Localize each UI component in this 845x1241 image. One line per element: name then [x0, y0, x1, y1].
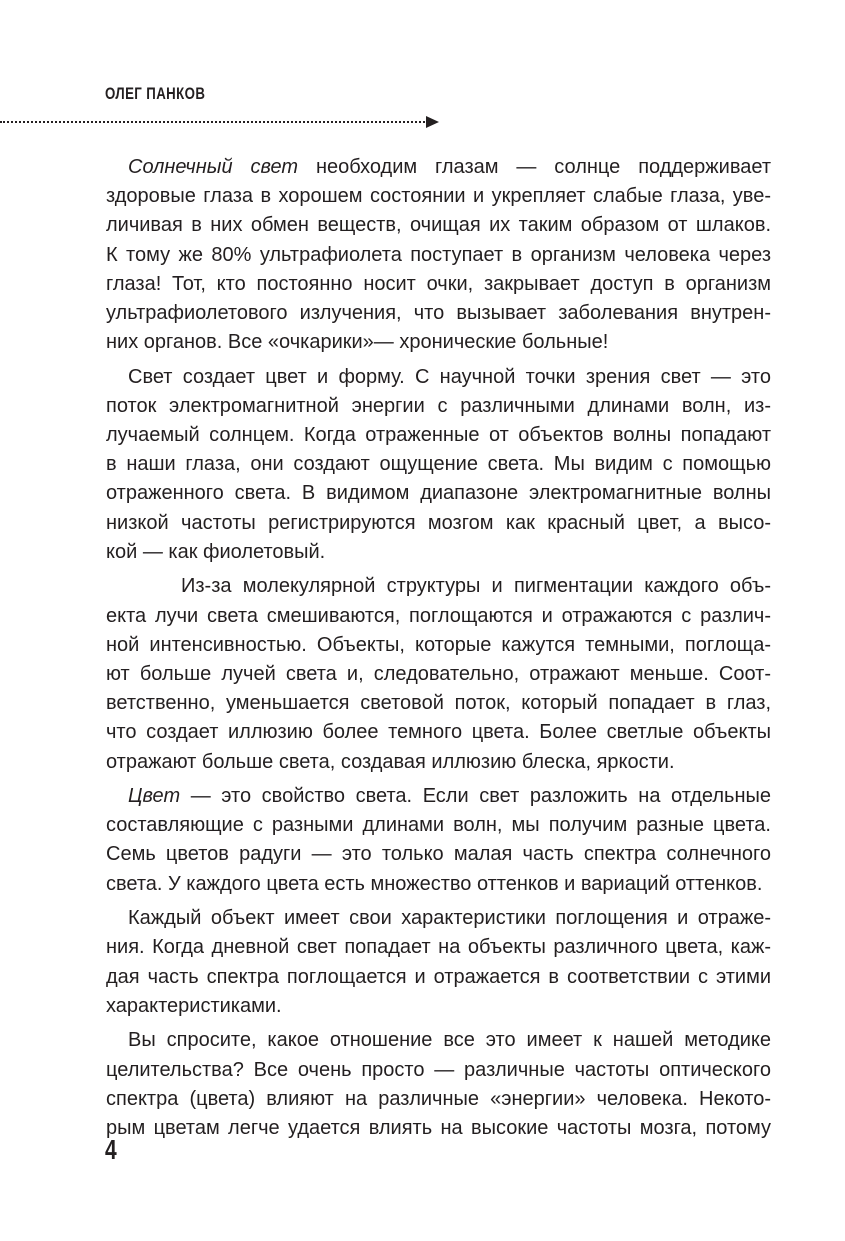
text-line: кой — как фиолетовый.: [106, 540, 326, 563]
text-line: дая часть спектра поглощается и отражается в соответствии с этими: [106, 965, 771, 988]
arrow-icon: [426, 116, 439, 128]
text-line: низкой частоты регистрируются мозгом как красный цвет, а высо-: [106, 511, 771, 534]
text-line: Солнечный свет необходим глазам — солнце поддерживает: [128, 156, 771, 178]
text-line: ют больше лучей света и, следовательно, отражают меньше. Соот-: [106, 662, 771, 685]
page-number: 4: [105, 1134, 117, 1165]
text-line: Свет создает цвет и форму. С научной точки зрения свет — это: [128, 365, 771, 388]
text-line: спектра (цвета) влияют на различные «энергии» человека. Некото-: [106, 1087, 771, 1110]
text-line: в наши глаза, они создают ощущение света. Мы видим с помощью: [106, 453, 771, 476]
text-line: глаза! Тот, кто постоянно носит очки, закрывает доступ в организм: [106, 272, 771, 295]
running-head: ОЛЕГ ПАНКОВ: [105, 84, 206, 103]
text-line: екта лучи света смешиваются, поглощаются и отражаются с различ-: [106, 604, 771, 627]
text-line: света. У каждого цвета есть множество оттенков и вариаций оттенков.: [106, 872, 763, 895]
text-line: лучаемый солнцем. Когда отраженные от объектов волны попадают: [106, 424, 771, 447]
body-text: [106, 153, 771, 1149]
text-line: Каждый объект имеет свои характеристики поглощения и отраже-: [128, 907, 771, 930]
paragraph: [106, 153, 771, 357]
text-line: целительства? Все очень просто — различные частоты оптического: [106, 1058, 771, 1081]
paragraph: [106, 904, 771, 1021]
emphasis: Цвет: [128, 785, 181, 808]
text-line: ультрафиолетового излучения, что вызывает заболевания внутрен-: [106, 301, 771, 324]
text-line: что создает иллюзию более темного цвета. Более светлые объекты: [106, 721, 771, 744]
paragraph: [106, 572, 771, 776]
text-line: рым цветам легче удается влиять на высокие частоты мозга, потому: [106, 1116, 771, 1139]
text-line: Вы спросите, какое отношение все это имеет к нашей методике: [128, 1029, 771, 1052]
text-line: К тому же 80% ультрафиолета поступает в организм человека через: [106, 243, 771, 266]
text-line: личивая в них обмен веществ, очищая их таким образом от шлаков.: [106, 214, 771, 237]
text-line: ния. Когда дневной свет попадает на объекты различного цвета, каж-: [106, 936, 771, 959]
text-line: характеристиками.: [106, 994, 282, 1017]
text-line: составляющие с разными длинами волн, мы получим разные цвета.: [106, 814, 771, 837]
text-line: отраженного света. В видимом диапазоне электромагнитные волны: [106, 482, 771, 505]
text-line: поток электромагнитной энергии с различными длинами волн, из-: [106, 394, 771, 417]
emphasis: Солнечный свет: [128, 156, 299, 178]
text-line: Из-за молекулярной структуры и пигментации каждого объ-: [181, 575, 771, 598]
text-line: здоровые глаза в хорошем состоянии и укрепляет слабые глаза, уве-: [106, 185, 771, 208]
paragraph: [106, 782, 771, 899]
text-line: ной интенсивностью. Объекты, которые кажутся темными, поглоща-: [106, 633, 771, 656]
text-line: них органов. Все «очкарики»— хронические больные!: [106, 331, 609, 354]
text-line: Семь цветов радуги — это только малая часть спектра солнечного: [106, 843, 771, 866]
paragraph: [106, 1026, 771, 1143]
dotted-rule: [0, 121, 428, 123]
text-line: ветственно, уменьшается световой поток, который попадает в глаз,: [106, 692, 771, 715]
paragraph: [106, 363, 771, 567]
text-line: отражают больше света, создавая иллюзию блеска, яркости.: [106, 750, 675, 773]
text-line: Цвет — это свойство света. Если свет разложить на отдельные: [128, 785, 771, 808]
